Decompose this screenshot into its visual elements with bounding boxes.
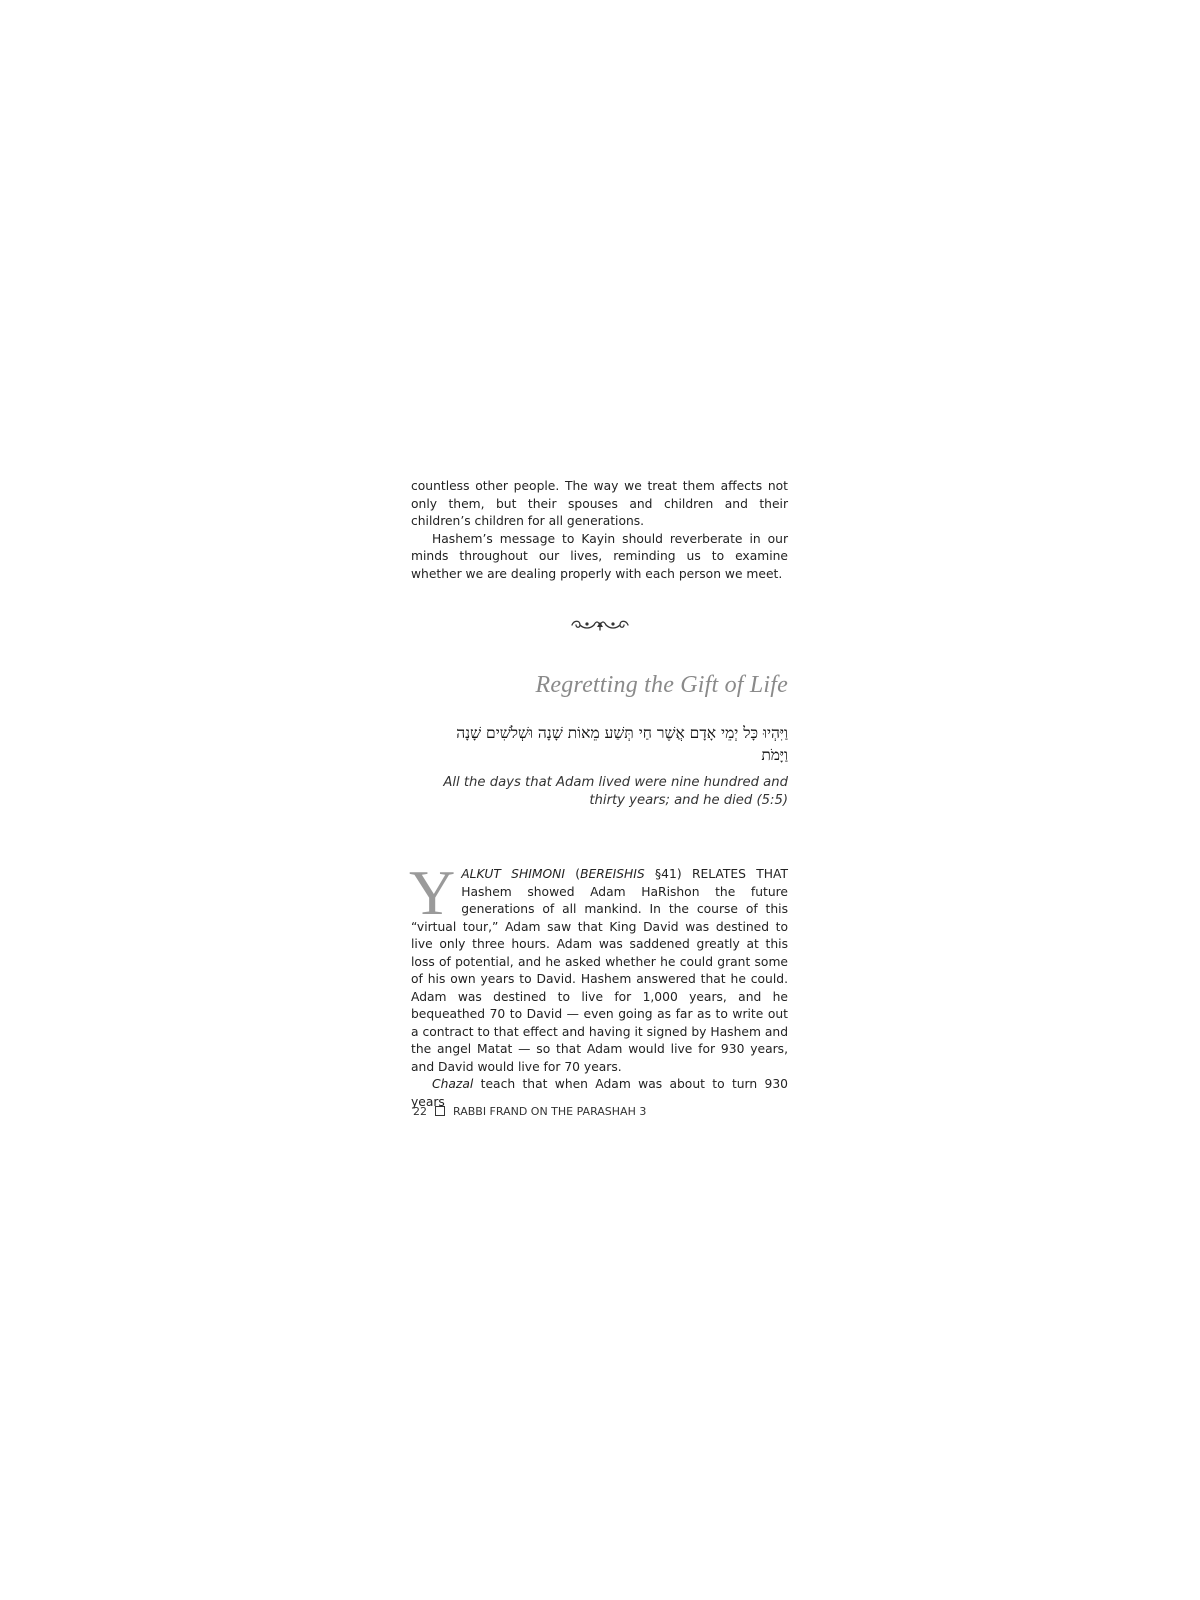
paragraph: Hashem’s message to Kayin should reverberate in our minds throughout our lives, reminding us to examine whether we are dealing properly with each person we meet. [411,531,788,581]
hebrew-verse: וַיִּהְיוּ כָּל יְמֵי אָדָם אֲשֶׁר חַי תְּשַׁע מֵאוֹת שָׁנָה וּשְׁלֹשִׁים שָׁנָה וַיָּמֹת [456,724,788,764]
section-divider-ornament-icon [570,617,630,633]
book-title: RABBI FRAND ON THE PARASHAH 3 [453,1105,647,1118]
page-footer [413,1105,646,1118]
paragraph: countless other people. The way we treat them affects not only them, but their spouses and children and their children’s children for all generations. [411,479,788,528]
main-text-block [409,857,788,1111]
source-reference: §41) RELATES THAT [644,867,788,881]
chazal-term: Chazal [432,1077,474,1091]
source-title: ALKUT SHIMONI [461,867,565,881]
drop-cap: Y [409,857,456,928]
verse-translation: All the days that Adam lived were nine hundred and thirty years; and he died (5:5) [443,775,788,808]
paragraph-text: Hashem showed Adam HaRishon the future generations of all mankind. In the course of this “virtual tour,” Adam saw that King David was destined to live only three hours. Adam was saddened greatly at this loss of potential, and he asked whether he could grant some of his own years to David. Hashem answered that he could. Adam was destined to live for 1,000 years, and he bequeathed 70 to David — even going as far as to write out a contract to that effect and having it signed by Hashem and the angel Matat — so that Adam would live for 930 years, and David would live for 70 years. [411,884,788,1074]
top-text-block [411,478,788,583]
source-paren: ( [564,867,581,881]
opening-paragraph [409,857,788,1076]
square-separator-icon [435,1106,445,1116]
page-number: 22 [413,1105,427,1118]
source-book: BEREISHIS [580,867,645,881]
section-title: Regretting the Gift of Life [535,672,788,698]
paragraph-text: teach that when Adam was about to turn 930 years [411,1077,788,1109]
